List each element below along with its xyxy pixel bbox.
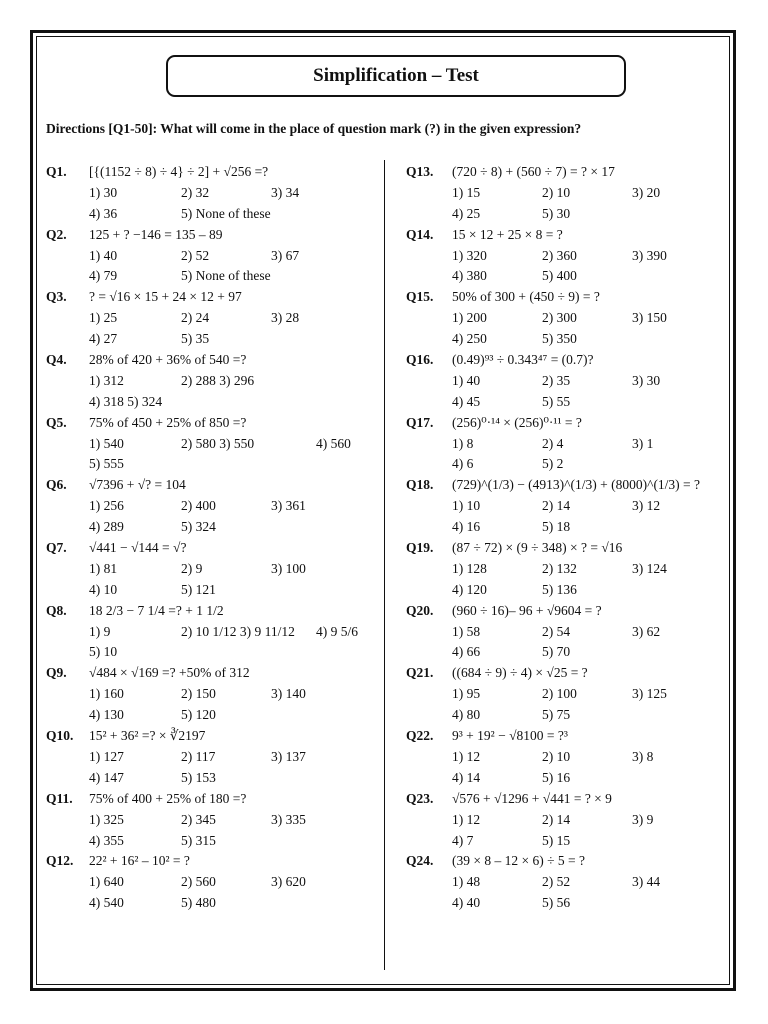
- question-item: [406, 225, 726, 288]
- answer-option: 2) 288 3) 296: [181, 372, 255, 388]
- question-expression: ? = √16 × 15 + 24 × 12 + 97: [89, 289, 242, 305]
- answer-option: 3) 335: [271, 811, 306, 827]
- answer-option: 3) 361: [271, 498, 306, 514]
- answer-option: 3) 34: [271, 184, 300, 200]
- answer-option: 3) 390: [632, 247, 667, 263]
- answer-option: 1) 15: [452, 184, 481, 200]
- question-number: Q23.: [406, 790, 434, 806]
- answer-option: 5) None of these: [181, 268, 271, 284]
- answer-option: 1) 58: [452, 623, 481, 639]
- answer-option: 4) 66: [452, 644, 481, 660]
- answer-option: 1) 200: [452, 310, 487, 326]
- question-number: Q15.: [406, 289, 434, 305]
- question-number: Q7.: [46, 540, 67, 556]
- answer-option: 5) 136: [542, 581, 577, 597]
- question-item: [406, 851, 726, 914]
- left-column: [46, 162, 380, 914]
- column-divider: [384, 160, 385, 970]
- question-expression: √441 − √144 = √?: [89, 540, 187, 556]
- answer-option: 1) 540: [89, 435, 124, 451]
- question-item: [46, 350, 380, 413]
- answer-option: 4) 25: [452, 205, 481, 221]
- answer-option: 1) 40: [452, 372, 481, 388]
- answer-option: 5) 350: [542, 331, 577, 347]
- answer-option: 3) 44: [632, 874, 661, 890]
- answer-option: 3) 1: [632, 435, 654, 451]
- answer-option: 5) 56: [542, 895, 571, 911]
- answer-option: 2) 14: [542, 498, 571, 514]
- question-expression: 22² + 16² – 10² = ?: [89, 853, 190, 869]
- question-expression: 75% of 400 + 25% of 180 =?: [89, 790, 247, 806]
- answer-option: 2) 35: [542, 372, 571, 388]
- answer-option: 5) 75: [542, 707, 571, 723]
- answer-option: 2) 580 3) 550: [181, 435, 255, 451]
- question-expression: (256)⁰·¹⁴ × (256)⁰·¹¹ = ?: [452, 414, 582, 430]
- answer-option: 1) 128: [452, 560, 487, 576]
- question-item: [46, 538, 380, 601]
- answer-option: 2) 132: [542, 560, 577, 576]
- question-item: [46, 789, 380, 852]
- question-item: [46, 726, 380, 789]
- question-number: Q22.: [406, 728, 434, 744]
- question-item: [46, 162, 380, 225]
- answer-option: 5) 324: [181, 519, 216, 535]
- answer-option: 3) 30: [632, 372, 661, 388]
- question-number: Q14.: [406, 226, 434, 242]
- answer-option: 5) 2: [542, 456, 564, 472]
- question-expression: 125 + ? −146 = 135 – 89: [89, 226, 223, 242]
- answer-option: 4) 250: [452, 331, 487, 347]
- answer-option: 5) 480: [181, 895, 216, 911]
- answer-option: 2) 32: [181, 184, 210, 200]
- question-expression: (0.49)⁹³ ÷ 0.343⁴⁷ = (0.7)?: [452, 352, 594, 368]
- answer-option: 4) 147: [89, 769, 124, 785]
- answer-option: 1) 30: [89, 184, 118, 200]
- question-expression: √576 + √1296 + √441 = ? × 9: [452, 790, 612, 806]
- answer-option: 1) 12: [452, 748, 481, 764]
- question-expression: 50% of 300 + (450 ÷ 9) = ?: [452, 289, 600, 305]
- answer-option: 3) 67: [271, 247, 300, 263]
- answer-option: 1) 312: [89, 372, 124, 388]
- answer-option: 1) 160: [89, 686, 124, 702]
- question-item: [46, 851, 380, 914]
- answer-option: 5) 120: [181, 707, 216, 723]
- answer-option: 5) 15: [542, 832, 571, 848]
- question-item: [46, 601, 380, 664]
- question-number: Q12.: [46, 853, 74, 869]
- question-number: Q13.: [406, 164, 434, 179]
- answer-option: 4) 80: [452, 707, 481, 723]
- answer-option: 4) 355: [89, 832, 124, 848]
- question-number: Q5.: [46, 414, 67, 430]
- question-number: Q16.: [406, 352, 434, 368]
- question-expression: (960 ÷ 16)– 96 + √9604 = ?: [452, 602, 602, 618]
- answer-option: 1) 81: [89, 560, 118, 576]
- answer-option: 4) 318 5) 324: [89, 393, 163, 409]
- question-expression: ((684 ÷ 9) ÷ 4) × √25 = ?: [452, 665, 588, 681]
- answer-option: 4) 16: [452, 519, 481, 535]
- question-item: [406, 413, 726, 476]
- answer-option: 2) 100: [542, 686, 577, 702]
- question-item: [46, 287, 380, 350]
- answer-option: 3) 8: [632, 748, 654, 764]
- answer-option: 4) 380: [452, 268, 487, 284]
- question-number: Q10.: [46, 728, 74, 744]
- answer-option: 4) 40: [452, 895, 481, 911]
- answer-option: 1) 25: [89, 310, 118, 326]
- question-item: [406, 601, 726, 664]
- answer-option: 5) 35: [181, 331, 210, 347]
- answer-option: 2) 300: [542, 310, 577, 326]
- answer-option: 4) 27: [89, 331, 118, 347]
- question-expression: 15² + 36² =? × ∛2197: [89, 728, 206, 744]
- question-number: Q6.: [46, 477, 67, 493]
- answer-option: 2) 10: [542, 748, 571, 764]
- answer-option: 4) 7: [452, 832, 474, 848]
- answer-option: 5) 55: [542, 393, 571, 409]
- answer-option: 2) 360: [542, 247, 577, 263]
- question-item: [406, 726, 726, 789]
- question-number: Q19.: [406, 540, 434, 556]
- answer-option: 4) 36: [89, 205, 118, 221]
- answer-option: 1) 256: [89, 498, 124, 514]
- question-number: Q11.: [46, 790, 73, 806]
- answer-option: 5) 16: [542, 769, 571, 785]
- answer-option: 5) 400: [542, 268, 577, 284]
- question-number: Q3.: [46, 289, 67, 305]
- answer-option: 4) 79: [89, 268, 118, 284]
- answer-option: 3) 150: [632, 310, 667, 326]
- right-column: [406, 162, 726, 914]
- answer-option: 2) 117: [181, 748, 216, 764]
- answer-option: 3) 124: [632, 560, 667, 576]
- question-expression: √484 × √169 =? +50% of 312: [89, 665, 250, 681]
- question-number: Q24.: [406, 853, 434, 869]
- answer-option: 4) 289: [89, 519, 124, 535]
- answer-option: 2) 400: [181, 498, 216, 514]
- answer-option: 4) 130: [89, 707, 124, 723]
- answer-option: 2) 560: [181, 874, 216, 890]
- question-item: [46, 413, 380, 476]
- answer-option: 4) 120: [452, 581, 487, 597]
- answer-option: 2) 10 1/12 3) 9 11/12: [181, 623, 295, 639]
- answer-option: 1) 9: [89, 623, 111, 639]
- answer-option: 2) 4: [542, 435, 564, 451]
- answer-option: 1) 40: [89, 247, 118, 263]
- answer-option: 3) 12: [632, 498, 661, 514]
- answer-option: 3) 62: [632, 623, 661, 639]
- question-expression: 28% of 420 + 36% of 540 =?: [89, 352, 247, 368]
- question-item: [46, 663, 380, 726]
- answer-option: 5) 10: [89, 644, 118, 660]
- answer-option: 3) 125: [632, 686, 667, 702]
- question-item: [406, 287, 726, 350]
- question-expression: (729)^(1/3) − (4913)^(1/3) + (8000)^(1/3) = ?: [452, 477, 701, 493]
- answer-option: 3) 137: [271, 748, 306, 764]
- answer-option: 5) 30: [542, 205, 571, 221]
- answer-option: 2) 150: [181, 686, 216, 702]
- answer-option: 2) 52: [181, 247, 210, 263]
- question-expression: 15 × 12 + 25 × 8 = ?: [452, 226, 563, 242]
- answer-option: 1) 127: [89, 748, 124, 764]
- answer-option: 4) 14: [452, 769, 481, 785]
- question-number: Q8.: [46, 602, 67, 618]
- question-number: Q2.: [46, 226, 67, 242]
- question-expression: √7396 + √? = 104: [89, 477, 186, 493]
- question-number: Q18.: [406, 477, 434, 493]
- question-number: Q1.: [46, 164, 67, 179]
- answer-option: 5) 70: [542, 644, 571, 660]
- question-item: [406, 162, 726, 225]
- answer-option: 1) 12: [452, 811, 481, 827]
- question-item: [406, 789, 726, 852]
- page-title: Simplification – Test: [166, 55, 626, 97]
- question-expression: (720 ÷ 8) + (560 ÷ 7) = ? × 17: [452, 164, 615, 179]
- answer-option: 4) 9 5/6: [316, 623, 358, 639]
- question-item: [46, 225, 380, 288]
- question-expression: 9³ + 19² − √8100 = ?³: [452, 728, 568, 744]
- answer-option: 2) 345: [181, 811, 216, 827]
- answer-option: 3) 9: [632, 811, 654, 827]
- question-item: [406, 350, 726, 413]
- question-expression: 18 2/3 − 7 1/4 =? + 1 1/2: [89, 602, 224, 618]
- directions-text: Directions [Q1-50]: What will come in the place of question mark (?) in the given expression?: [46, 121, 582, 136]
- answer-option: 2) 14: [542, 811, 571, 827]
- answer-option: 1) 95: [452, 686, 481, 702]
- answer-option: 5) 315: [181, 832, 216, 848]
- answer-option: 5) 555: [89, 456, 124, 472]
- answer-option: 5) None of these: [181, 205, 271, 221]
- question-number: Q17.: [406, 414, 434, 430]
- answer-option: 4) 6: [452, 456, 474, 472]
- answer-option: 1) 8: [452, 435, 474, 451]
- answer-option: 2) 24: [181, 310, 210, 326]
- answer-option: 2) 54: [542, 623, 571, 639]
- answer-option: 2) 9: [181, 560, 203, 576]
- question-item: [406, 475, 726, 538]
- question-expression: 75% of 450 + 25% of 850 =?: [89, 414, 247, 430]
- answer-option: 4) 10: [89, 581, 118, 597]
- answer-option: 4) 45: [452, 393, 481, 409]
- answer-option: 1) 640: [89, 874, 124, 890]
- answer-option: 2) 52: [542, 874, 571, 890]
- answer-option: 4) 560: [316, 435, 351, 451]
- answer-option: 5) 18: [542, 519, 571, 535]
- question-number: Q20.: [406, 602, 434, 618]
- question-item: [46, 475, 380, 538]
- question-expression: (39 × 8 – 12 × 6) ÷ 5 = ?: [452, 853, 585, 869]
- answer-option: 1) 320: [452, 247, 487, 263]
- answer-option: 5) 121: [181, 581, 216, 597]
- answer-option: 1) 10: [452, 498, 481, 514]
- question-number: Q9.: [46, 665, 67, 681]
- question-item: [406, 538, 726, 601]
- question-item: [406, 663, 726, 726]
- answer-option: 3) 620: [271, 874, 306, 890]
- answer-option: 3) 28: [271, 310, 300, 326]
- answer-option: 1) 325: [89, 811, 124, 827]
- answer-option: 5) 153: [181, 769, 216, 785]
- question-expression: [{(1152 ÷ 8) ÷ 4} ÷ 2] + √256 =?: [89, 164, 269, 179]
- question-number: Q21.: [406, 665, 434, 681]
- answer-option: 2) 10: [542, 184, 571, 200]
- question-expression: (87 ÷ 72) × (9 ÷ 348) × ? = √16: [452, 540, 623, 556]
- answer-option: 1) 48: [452, 874, 481, 890]
- answer-option: 3) 20: [632, 184, 661, 200]
- answer-option: 4) 540: [89, 895, 124, 911]
- answer-option: 3) 100: [271, 560, 306, 576]
- answer-option: 3) 140: [271, 686, 306, 702]
- question-number: Q4.: [46, 352, 67, 368]
